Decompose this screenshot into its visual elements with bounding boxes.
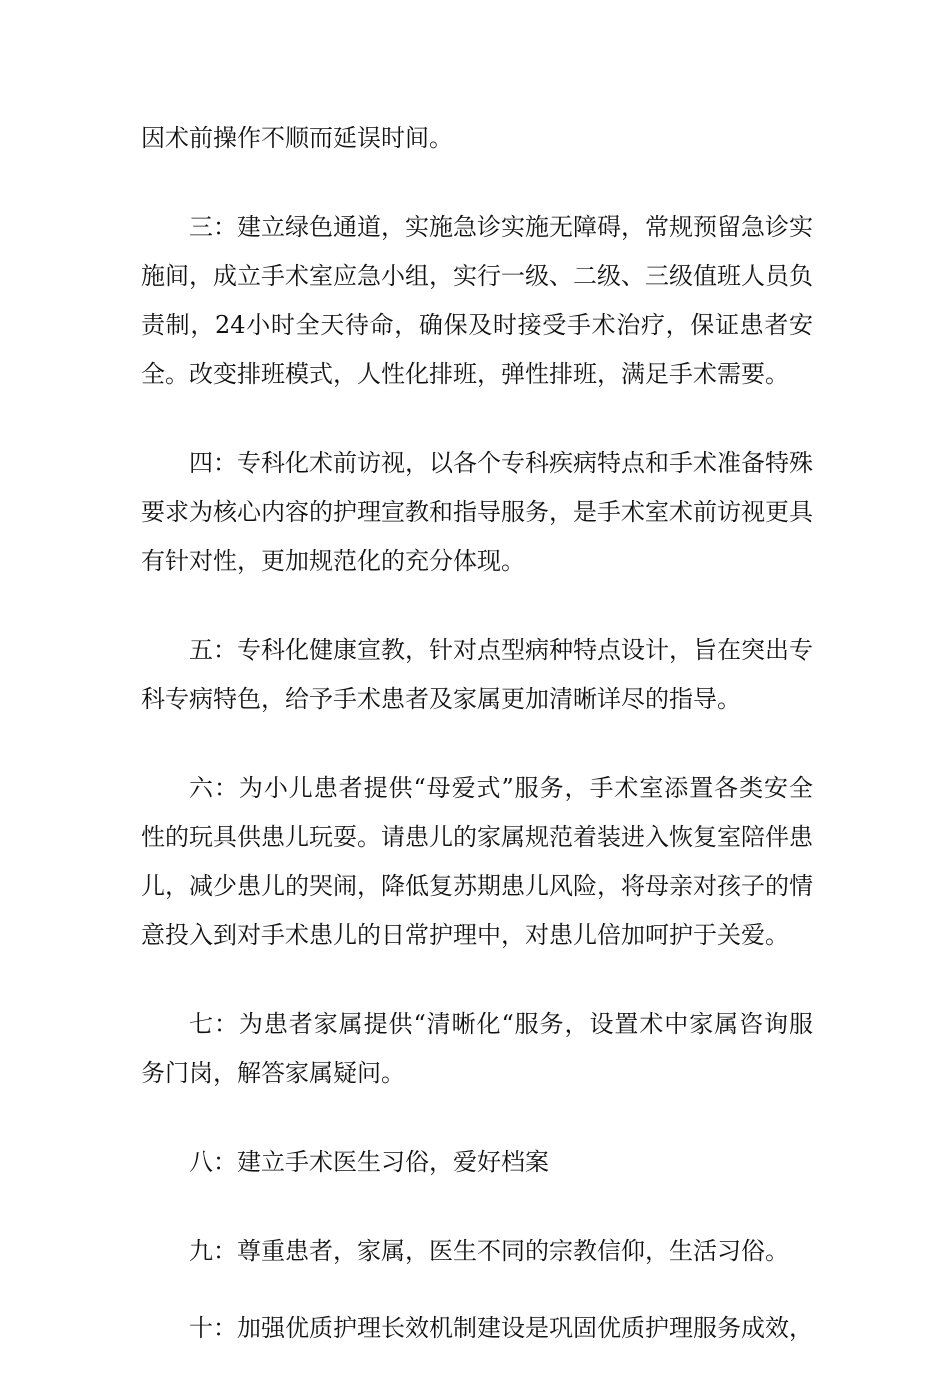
paragraph-item-5: 五：专科化健康宣教，针对点型病种特点设计，旨在突出专科专病特色，给予手术患者及家属更加清晰详尽的指导。 (141, 636, 813, 713)
paragraph-item-8: 八：建立手术医生习俗，爱好档案 (189, 1148, 549, 1176)
paragraph-item-7: 七：为患者家属提供“清晰化“服务，设置术中家属咨询服务门岗，解答家属疑问。 (141, 1010, 813, 1087)
paragraph-item-3: 三：建立绿色通道，实施急诊实施无障碍，常规预留急诊实施间，成立手术室应急小组，实行一级、二级、三级值班人员负责制，24小时全天待命，确保及时接受手术治疗，保证患者安全。改变排班模式，人性化排班，弹性排班，满足手术需要。 (141, 213, 813, 388)
paragraph-continuation: 因术前操作不顺而延误时间。 (141, 124, 453, 152)
paragraph-item-9: 九：尊重患者，家属，医生不同的宗教信仰，生活习俗。 (189, 1237, 789, 1265)
document-body (141, 114, 813, 1393)
paragraph-item-6: 六：为小儿患者提供“母爱式”服务，手术室添置各类安全性的玩具供患儿玩耍。请患儿的家属规范着装进入恢复室陪伴患儿，减少患儿的哭闹，降低复苏期患儿风险，将母亲对孩子的情意投入到对手术患儿的日常护理中，对患儿倍加呵护于关爱。 (141, 774, 813, 949)
paragraph-item-10: 十：加强优质护理长效机制建设是巩固优质护理服务成效， (189, 1314, 813, 1342)
paragraph-item-4: 四：专科化术前访视，以各个专科疾病特点和手术准备特殊要求为核心内容的护理宣教和指导服务，是手术室术前访视更具有针对性，更加规范化的充分体现。 (141, 449, 813, 575)
